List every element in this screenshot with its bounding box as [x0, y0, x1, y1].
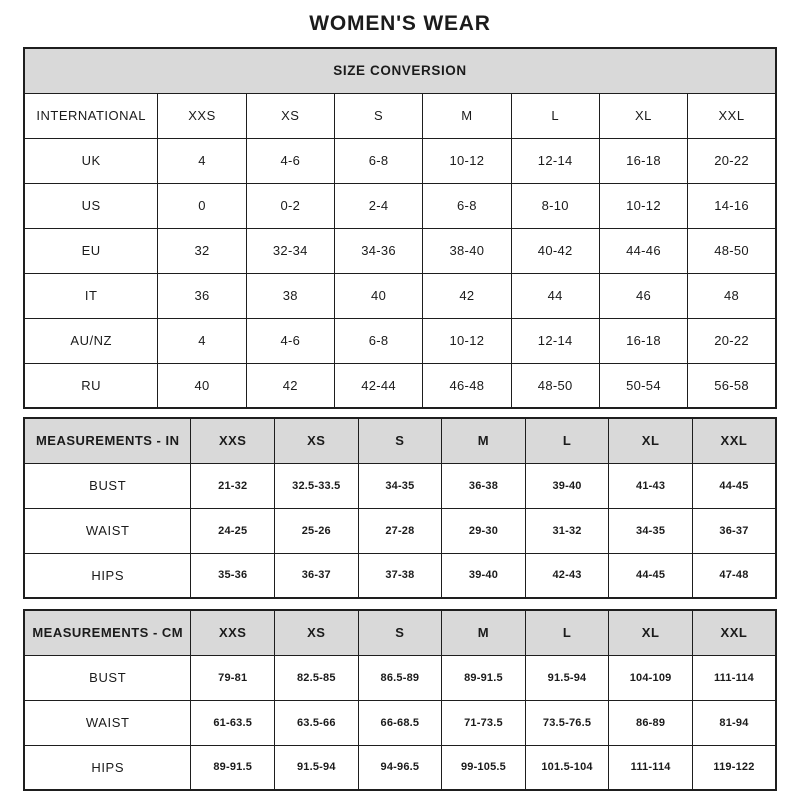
table-cell: 86-89 [609, 700, 693, 745]
table-cell: 91.5-94 [525, 655, 609, 700]
table-cell: 61-63.5 [191, 700, 275, 745]
table-cell: 104-109 [609, 655, 693, 700]
column-header: XXS [158, 93, 246, 138]
table-cell: 2-4 [334, 183, 422, 228]
table-cell: 8-10 [511, 183, 599, 228]
table-cell: 94-96.5 [358, 745, 442, 790]
table-cell: 25-26 [275, 508, 359, 553]
table-cell: 41-43 [609, 463, 693, 508]
table-cell: 36 [158, 273, 246, 318]
column-header: L [511, 93, 599, 138]
column-header: INTERNATIONAL [24, 93, 158, 138]
table-cell: 99-105.5 [442, 745, 526, 790]
table-cell: 42-43 [525, 553, 609, 598]
table-cell: 37-38 [358, 553, 442, 598]
table-cell: 10-12 [423, 318, 511, 363]
table-cell: 40 [334, 273, 422, 318]
column-header: M [442, 418, 526, 463]
row-label: BUST [24, 463, 191, 508]
column-header: XXS [191, 610, 275, 655]
table-cell: 32-34 [246, 228, 334, 273]
table-cell: 111-114 [692, 655, 776, 700]
table-row [24, 463, 776, 508]
table-cell: 4 [158, 318, 246, 363]
column-header: XL [609, 418, 693, 463]
table-cell: 82.5-85 [275, 655, 359, 700]
table-cell: 86.5-89 [358, 655, 442, 700]
table-row [24, 273, 776, 318]
column-header: XL [609, 610, 693, 655]
row-label: UK [24, 138, 158, 183]
column-header: XXS [191, 418, 275, 463]
table-cell: 71-73.5 [442, 700, 526, 745]
table-cell: 73.5-76.5 [525, 700, 609, 745]
table-cell: 34-36 [334, 228, 422, 273]
table-cell: 42 [246, 363, 334, 408]
table-cell: 6-8 [334, 318, 422, 363]
table-cell: 6-8 [423, 183, 511, 228]
table-row [24, 508, 776, 553]
table-cell: 36-37 [275, 553, 359, 598]
table-row [24, 228, 776, 273]
column-header: XXL [692, 610, 776, 655]
table-cell: 42-44 [334, 363, 422, 408]
row-label: RU [24, 363, 158, 408]
table-cell: 40-42 [511, 228, 599, 273]
row-label: IT [24, 273, 158, 318]
table-cell: 39-40 [525, 463, 609, 508]
table-cell: 36-38 [442, 463, 526, 508]
measurements-cm-table [23, 609, 777, 791]
table-cell: 79-81 [191, 655, 275, 700]
table-gap [23, 599, 777, 609]
row-label: HIPS [24, 745, 191, 790]
table-cell: 111-114 [609, 745, 693, 790]
table-cell: 91.5-94 [275, 745, 359, 790]
table-cell: 12-14 [511, 318, 599, 363]
table-cell: 6-8 [334, 138, 422, 183]
table-header-row [24, 93, 776, 138]
table-cell: 4-6 [246, 318, 334, 363]
measurements-in-table [23, 417, 777, 599]
column-header: XS [275, 418, 359, 463]
table-cell: 89-91.5 [191, 745, 275, 790]
table-cell: 42 [423, 273, 511, 318]
table-cell: 40 [158, 363, 246, 408]
column-header: XS [246, 93, 334, 138]
table-cell: 119-122 [692, 745, 776, 790]
table-cell: 29-30 [442, 508, 526, 553]
table-cell: 50-54 [599, 363, 687, 408]
table-cell: 56-58 [688, 363, 776, 408]
column-header: MEASUREMENTS - IN [24, 418, 191, 463]
table-row [24, 363, 776, 408]
table-cell: 101.5-104 [525, 745, 609, 790]
table-cell: 10-12 [423, 138, 511, 183]
row-label: WAIST [24, 508, 191, 553]
table-cell: 10-12 [599, 183, 687, 228]
column-header: S [334, 93, 422, 138]
column-header: S [358, 610, 442, 655]
column-header: L [525, 418, 609, 463]
column-header: MEASUREMENTS - CM [24, 610, 191, 655]
table-row [24, 745, 776, 790]
table-cell: 48-50 [688, 228, 776, 273]
table-cell: 12-14 [511, 138, 599, 183]
column-header: M [442, 610, 526, 655]
table-cell: 46-48 [423, 363, 511, 408]
column-header: XXL [688, 93, 776, 138]
table-cell: 66-68.5 [358, 700, 442, 745]
table-cell: 24-25 [191, 508, 275, 553]
table-cell: 44-46 [599, 228, 687, 273]
table-cell: 46 [599, 273, 687, 318]
table-cell: 44 [511, 273, 599, 318]
table-cell: 32.5-33.5 [275, 463, 359, 508]
table-cell: 21-32 [191, 463, 275, 508]
table-cell: 20-22 [688, 138, 776, 183]
row-label: HIPS [24, 553, 191, 598]
table-cell: 20-22 [688, 318, 776, 363]
table-title: SIZE CONVERSION [24, 48, 776, 93]
table-header-row [24, 610, 776, 655]
table-cell: 4-6 [246, 138, 334, 183]
table-cell: 63.5-66 [275, 700, 359, 745]
row-label: BUST [24, 655, 191, 700]
table-cell: 16-18 [599, 138, 687, 183]
table-cell: 0 [158, 183, 246, 228]
column-header: XS [275, 610, 359, 655]
table-cell: 35-36 [191, 553, 275, 598]
table-cell: 4 [158, 138, 246, 183]
table-cell: 27-28 [358, 508, 442, 553]
table-cell: 31-32 [525, 508, 609, 553]
table-cell: 38-40 [423, 228, 511, 273]
table-cell: 44-45 [692, 463, 776, 508]
table-cell: 14-16 [688, 183, 776, 228]
table-header-row [24, 418, 776, 463]
table-cell: 39-40 [442, 553, 526, 598]
table-cell: 16-18 [599, 318, 687, 363]
table-cell: 44-45 [609, 553, 693, 598]
table-cell: 32 [158, 228, 246, 273]
row-label: EU [24, 228, 158, 273]
table-row [24, 553, 776, 598]
table-row [24, 700, 776, 745]
table-cell: 34-35 [358, 463, 442, 508]
table-cell: 0-2 [246, 183, 334, 228]
size-conversion-table [23, 47, 777, 409]
table-row [24, 655, 776, 700]
table-cell: 48-50 [511, 363, 599, 408]
column-header: M [423, 93, 511, 138]
column-header: L [525, 610, 609, 655]
table-row [24, 183, 776, 228]
table-gap [23, 409, 777, 417]
table-cell: 36-37 [692, 508, 776, 553]
row-label: US [24, 183, 158, 228]
table-cell: 81-94 [692, 700, 776, 745]
table-title-row [24, 48, 776, 93]
column-header: XL [599, 93, 687, 138]
table-row [24, 138, 776, 183]
table-cell: 47-48 [692, 553, 776, 598]
table-cell: 89-91.5 [442, 655, 526, 700]
table-cell: 38 [246, 273, 334, 318]
table-cell: 34-35 [609, 508, 693, 553]
page-title: WOMEN'S WEAR [309, 12, 491, 35]
column-header: S [358, 418, 442, 463]
table-row [24, 318, 776, 363]
row-label: AU/NZ [24, 318, 158, 363]
table-cell: 48 [688, 273, 776, 318]
row-label: WAIST [24, 700, 191, 745]
column-header: XXL [692, 418, 776, 463]
